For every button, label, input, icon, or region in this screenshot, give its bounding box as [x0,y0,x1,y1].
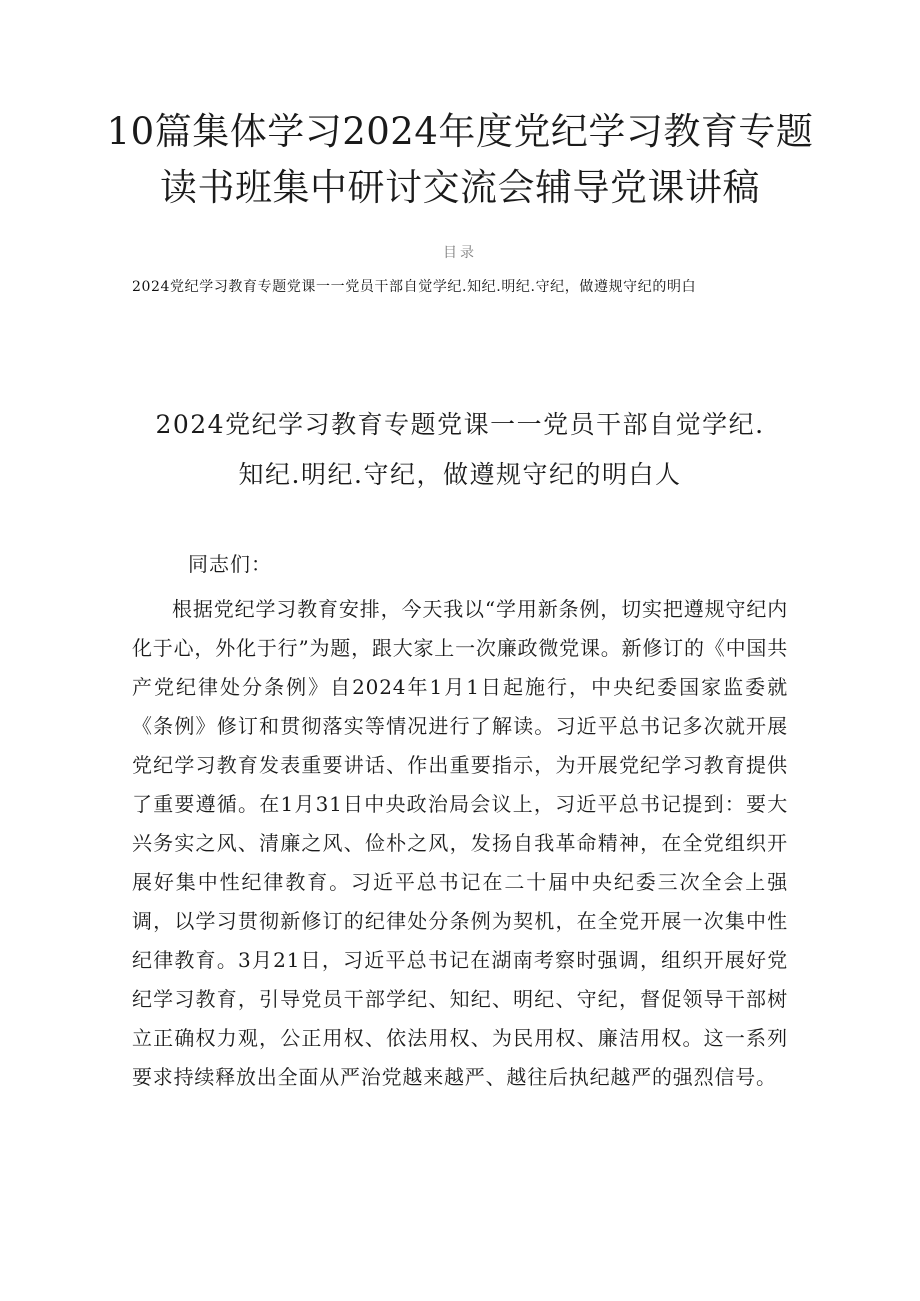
section-title-line-2: 知纪.明纪.守纪，做遵规守纪的明白人 [238,460,682,489]
greeting: 同志们： [188,552,272,576]
toc-heading: 目录 [443,245,477,261]
document-title-line-1: 10篇集体学习2024年度党纪学习教育专题 [106,110,814,153]
section-title-line-1: 2024党纪学习教育专题党课一一党员干部自觉学纪. [155,410,765,439]
document-title-line-2: 读书班集中研讨交流会辅导党课讲稿 [160,166,760,209]
toc-entry-link[interactable]: 2024党纪学习教育专题党课一一党员干部自觉学纪.知纪.明纪.守纪，做遵规守纪的明白 [132,279,697,295]
section-title [60,400,860,500]
body-paragraph: 根据党纪学习教育安排，今天我以“学用新条例，切实把遵规守纪内化于心，外化于行”为题，跟大家上一次廉政微党课。新修订的《中国共产党纪律处分条例》自2024年1月1日起施行，中央纪委国家监委就《条例》修订和贯彻落实等情况进行了解读。习近平总书记多次就开展党纪学习教育发表重要讲话、作出重要指示，为开展党纪学习教育提供了重要遵循。在1月31日中央政治局会议上，习近平总书记提到：要大兴务实之风、清廉之风、俭朴之风，发扬自我革命精神，在全党组织开展好集中性纪律教育。习近平总书记在二十届中央纪委三次全会上强调，以学习贯彻新修订的纪律处分条例为契机，在全党开展一次集中性纪律教育。3月21日，习近平总书记在湖南考察时强调，组织开展好党纪学习教育，引导党员干部学纪、知纪、明纪、守纪，督促领导干部树立正确权力观，公正用权、依法用权、为民用权、廉洁用权。这一系列要求持续释放出全面从严治党越来越严、越往后执纪越严的强烈信号。 [132,597,788,1089]
document-title [60,104,860,216]
